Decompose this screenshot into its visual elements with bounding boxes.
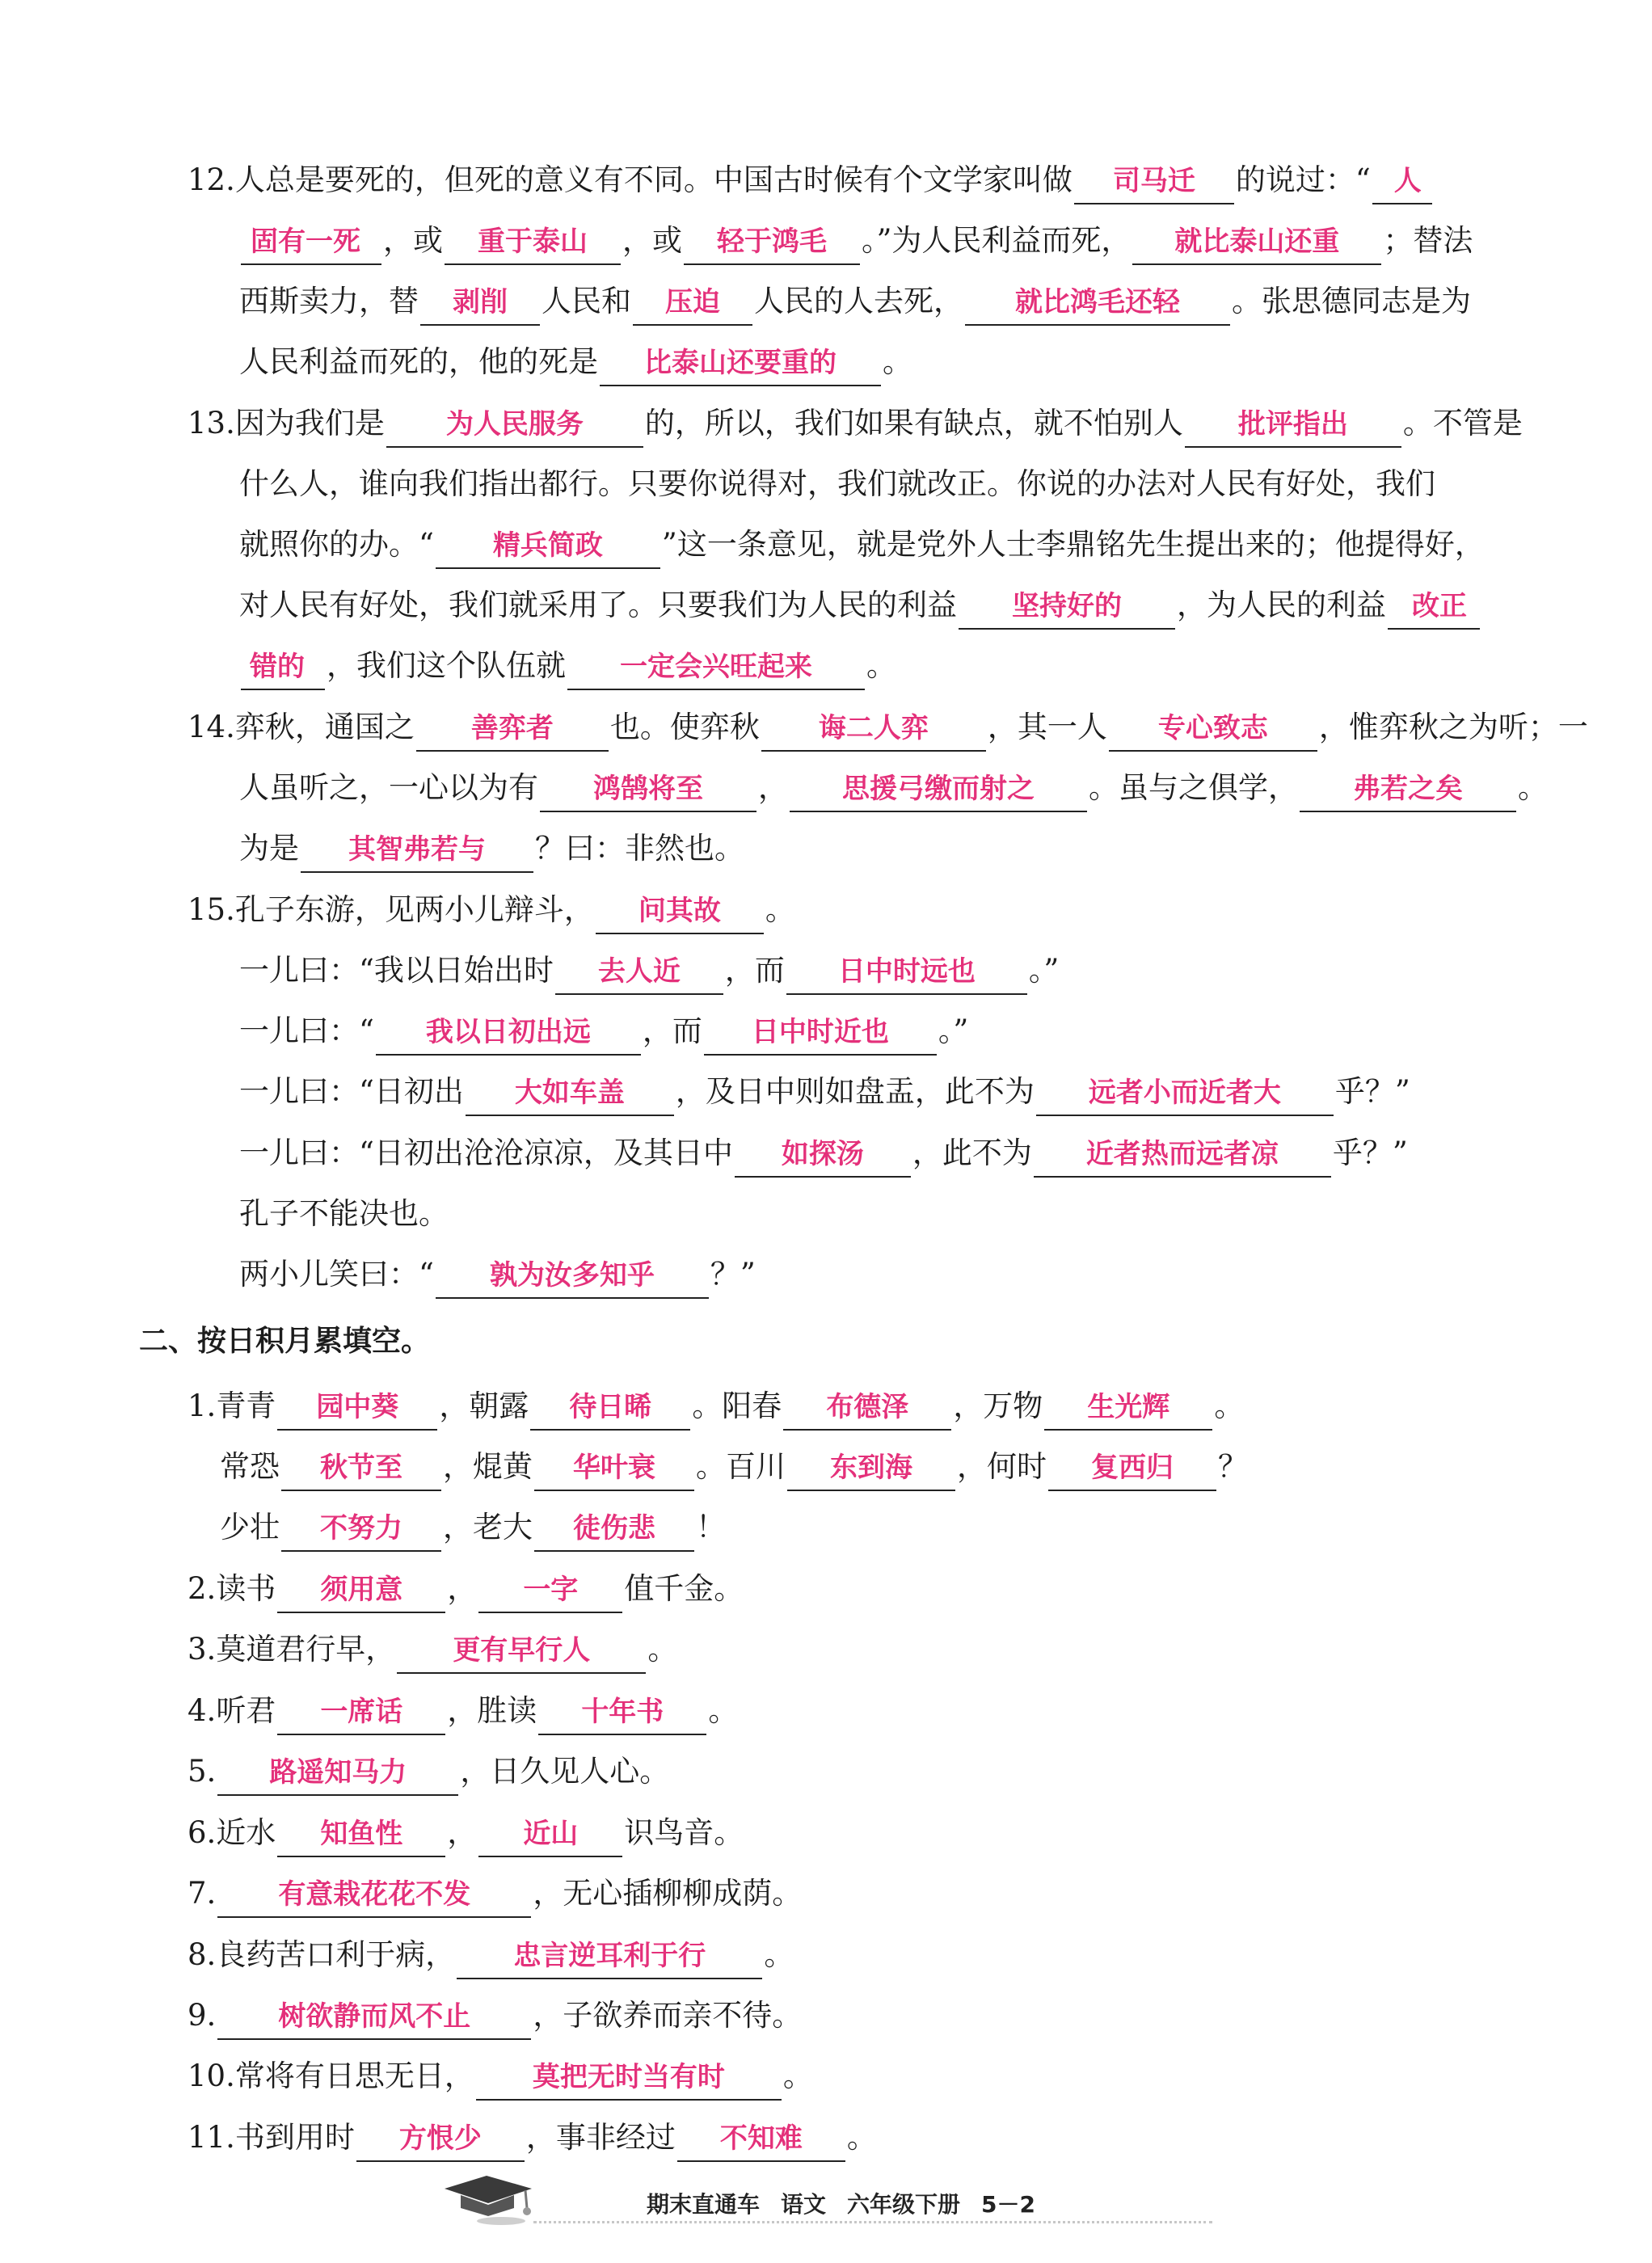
question-number: 13. bbox=[188, 406, 235, 440]
answer-blank: 如探汤 bbox=[735, 1132, 911, 1178]
answer-blank: 改正 bbox=[1388, 584, 1480, 630]
question-text: 。阳春 bbox=[692, 1389, 782, 1423]
answer-blank: 错的 bbox=[241, 645, 325, 690]
question-text: ，我们这个队伍就 bbox=[327, 648, 566, 683]
answer-blank: 专心致志 bbox=[1109, 706, 1317, 752]
question-text: 人民和 bbox=[542, 284, 631, 318]
question-text: 因为我们是 bbox=[234, 406, 385, 440]
answer-blank: 日中时远也 bbox=[786, 950, 1027, 995]
footer-subject: 语文 bbox=[781, 2191, 827, 2218]
question-text: ，为人民的利益 bbox=[1177, 588, 1386, 622]
question-number: 10. bbox=[188, 2059, 235, 2093]
question-text: 的说过：“ bbox=[1235, 162, 1371, 197]
footer-divider bbox=[533, 2221, 1212, 2223]
question-text: 就照你的办。“ bbox=[239, 527, 434, 562]
answer-blank: 司马迁 bbox=[1074, 159, 1234, 204]
answer-blank: 忠言逆耳利于行 bbox=[457, 1934, 762, 1979]
question-number: 11. bbox=[188, 2120, 235, 2155]
question-text: 也。使弈秋 bbox=[609, 710, 760, 744]
question-number: 2. bbox=[188, 1571, 217, 1606]
question-text: 。” bbox=[938, 1014, 969, 1048]
answer-blank: 生光辉 bbox=[1044, 1385, 1212, 1431]
s4-line bbox=[188, 1687, 738, 1735]
answer-blank: 近山 bbox=[478, 1812, 622, 1857]
q14-line-2 bbox=[239, 764, 1548, 812]
footer-page: 5－2 bbox=[981, 2191, 1036, 2218]
question-text: 弈秋，通国之 bbox=[234, 710, 415, 744]
answer-blank: 就比鸿毛还轻 bbox=[965, 280, 1230, 326]
question-text: 。 bbox=[765, 892, 795, 927]
answer-blank: 轻于鸿毛 bbox=[684, 220, 860, 265]
s1-line-1 bbox=[188, 1382, 1244, 1431]
answer-blank: 一字 bbox=[478, 1568, 622, 1613]
question-text: ，万物 bbox=[953, 1389, 1043, 1423]
answer-blank: 更有早行人 bbox=[397, 1629, 646, 1674]
footer-text bbox=[647, 2187, 1056, 2219]
answer-blank: 莫把无时当有时 bbox=[476, 2055, 782, 2101]
question-text: 。张思德同志是为 bbox=[1232, 284, 1471, 318]
question-text: 人总是要死的，但死的意义有不同。中国古时候有个文学家叫做 bbox=[234, 162, 1073, 197]
answer-blank: 重于泰山 bbox=[445, 220, 621, 265]
question-text: 。 bbox=[883, 344, 912, 379]
answer-blank: 徒伤悲 bbox=[534, 1507, 694, 1552]
q12-line-3 bbox=[239, 277, 1471, 326]
q13-line-1 bbox=[188, 399, 1523, 448]
answer-blank: 批评指出 bbox=[1185, 402, 1401, 448]
s10-line bbox=[188, 2052, 813, 2101]
question-number: 14. bbox=[188, 710, 235, 744]
answer-blank: 一定会兴旺起来 bbox=[567, 645, 865, 690]
question-text: 人民利益而死的，他的死是 bbox=[239, 344, 598, 379]
question-text: 一儿曰：“日初出沧沧凉凉，及其日中 bbox=[239, 1136, 733, 1170]
answer-blank: 大如车盖 bbox=[466, 1071, 674, 1116]
answer-blank: 路遥知马力 bbox=[217, 1751, 458, 1796]
answer-blank: 方恨少 bbox=[356, 2117, 525, 2162]
q12-line-2 bbox=[239, 217, 1473, 265]
question-text: 。不管是 bbox=[1402, 406, 1523, 440]
answer-blank: 就比泰山还重 bbox=[1132, 220, 1381, 265]
q14-line-1 bbox=[188, 703, 1588, 752]
question-text: 识鸟音。 bbox=[624, 1815, 744, 1850]
question-text: 一儿曰：“我以日始出时 bbox=[239, 953, 554, 988]
question-text: ，焜黄 bbox=[443, 1449, 533, 1484]
question-text: 人虽听之，一心以为有 bbox=[239, 770, 538, 805]
question-number: 12. bbox=[188, 162, 235, 197]
answer-blank: 知鱼性 bbox=[277, 1812, 445, 1857]
question-text: 少壮 bbox=[220, 1510, 280, 1544]
question-text: 对人民有好处，我们就采用了。只要我们为人民的利益 bbox=[239, 588, 957, 622]
answer-blank: 十年书 bbox=[538, 1690, 706, 1735]
q12-line-4 bbox=[239, 338, 912, 386]
question-text: 。百川 bbox=[696, 1449, 786, 1484]
s9-line bbox=[188, 1991, 802, 2040]
graduation-cap-icon bbox=[436, 2171, 542, 2227]
question-text: 。 bbox=[647, 1632, 678, 1667]
footer-grade: 六年级下册 bbox=[847, 2191, 961, 2218]
question-text: 。 bbox=[846, 2120, 877, 2155]
answer-blank: 近者热而远者凉 bbox=[1034, 1132, 1331, 1178]
answer-blank: 待日晞 bbox=[530, 1385, 690, 1431]
question-text: 乎？” bbox=[1332, 1136, 1408, 1170]
question-number: 6. bbox=[188, 1815, 217, 1850]
question-text: 孔子不能决也。 bbox=[239, 1196, 449, 1231]
question-text: ，或 bbox=[383, 223, 443, 258]
answer-blank: 压迫 bbox=[633, 280, 752, 326]
question-number: 15. bbox=[188, 892, 235, 927]
question-text: ，其一人 bbox=[987, 710, 1107, 744]
question-text: ，此不为 bbox=[912, 1136, 1032, 1170]
answer-blank: 华叶衰 bbox=[534, 1446, 694, 1491]
question-text: 常恐 bbox=[220, 1449, 280, 1484]
s1-line-2 bbox=[220, 1443, 1248, 1491]
question-text: 。” bbox=[1028, 953, 1060, 988]
answer-blank: 秋节至 bbox=[281, 1446, 441, 1491]
question-text: ，朝露 bbox=[439, 1389, 529, 1423]
question-text: ，胜读 bbox=[447, 1693, 537, 1728]
answer-blank: 为人民服务 bbox=[386, 402, 643, 448]
question-text: 书到用时 bbox=[234, 2120, 355, 2155]
question-text: 。 bbox=[1214, 1389, 1245, 1423]
question-text: 。 bbox=[866, 648, 896, 683]
question-text: 读书 bbox=[216, 1571, 276, 1606]
s2-line bbox=[188, 1565, 744, 1613]
question-text: 孔子东游，见两小儿辩斗， bbox=[234, 892, 594, 927]
question-text: 人民的人去死， bbox=[754, 284, 963, 318]
answer-blank: 布德泽 bbox=[783, 1385, 951, 1431]
q15-line-3 bbox=[239, 1007, 968, 1056]
question-text: 西斯卖力，替 bbox=[239, 284, 419, 318]
question-text: 两小儿笑曰：“ bbox=[239, 1257, 434, 1292]
answer-blank: 去人近 bbox=[555, 950, 723, 995]
q15-line-1 bbox=[188, 886, 795, 934]
s5-line bbox=[188, 1747, 669, 1796]
answer-blank: 坚持好的 bbox=[959, 584, 1175, 630]
question-text: ”这一条意见，就是党外人士李鼎铭先生提出来的；他提得好， bbox=[661, 527, 1485, 562]
answer-blank: 固有一死 bbox=[241, 220, 381, 265]
question-text: ？曰：非然也。 bbox=[535, 831, 744, 866]
question-text: 听君 bbox=[216, 1693, 276, 1728]
question-text: ，日久见人心。 bbox=[460, 1754, 670, 1789]
answer-blank: 东到海 bbox=[787, 1446, 955, 1491]
question-text: 。 bbox=[782, 2059, 813, 2093]
q15-line-6 bbox=[239, 1190, 449, 1238]
question-text: ， bbox=[758, 770, 788, 805]
question-text: ， bbox=[447, 1815, 478, 1850]
question-text: ，无心插柳柳成荫。 bbox=[533, 1876, 803, 1911]
question-text: 值千金。 bbox=[624, 1571, 744, 1606]
answer-blank: 诲二人弈 bbox=[761, 706, 986, 752]
question-text: ，或 bbox=[622, 223, 682, 258]
answer-blank: 一席话 bbox=[277, 1690, 445, 1735]
s11-line bbox=[188, 2113, 877, 2162]
answer-blank: 剥削 bbox=[420, 280, 540, 326]
question-number: 4. bbox=[188, 1693, 217, 1728]
q14-line-3 bbox=[239, 824, 744, 873]
q15-line-7 bbox=[239, 1250, 756, 1299]
question-text: ，何时 bbox=[957, 1449, 1047, 1484]
section-heading: 二、按日积月累填空。 bbox=[139, 1325, 431, 1358]
question-text: ，子欲养而亲不待。 bbox=[533, 1998, 803, 2033]
s8-line bbox=[188, 1931, 794, 1979]
question-text: 。虽与之俱学， bbox=[1089, 770, 1298, 805]
question-text: 乎？” bbox=[1334, 1074, 1410, 1109]
answer-blank: 须用意 bbox=[277, 1568, 445, 1613]
question-number: 5. bbox=[188, 1754, 217, 1789]
q15-line-4 bbox=[239, 1068, 1410, 1116]
question-number: 7. bbox=[188, 1876, 217, 1911]
answer-blank: 我以日初出远 bbox=[376, 1010, 641, 1056]
question-text: 的，所以，我们如果有缺点，就不怕别人 bbox=[644, 406, 1183, 440]
q13-line-3 bbox=[239, 520, 1485, 569]
q15-line-5 bbox=[239, 1129, 1408, 1178]
answer-blank: 其智弗若与 bbox=[301, 828, 533, 873]
s7-line bbox=[188, 1869, 802, 1918]
answer-blank: 园中葵 bbox=[277, 1385, 437, 1431]
question-text: 莫道君行早， bbox=[216, 1632, 396, 1667]
answer-blank: 日中时近也 bbox=[704, 1010, 937, 1056]
question-text: 常将有日思无日， bbox=[234, 2059, 474, 2093]
question-text: ？ bbox=[1218, 1449, 1248, 1484]
question-number: 3. bbox=[188, 1632, 217, 1667]
answer-blank: 弗若之矣 bbox=[1300, 767, 1516, 812]
question-text: ？” bbox=[710, 1257, 756, 1292]
q13-line-2 bbox=[239, 460, 1435, 508]
question-text: ，及日中则如盘盂，此不为 bbox=[675, 1074, 1035, 1109]
answer-blank: 远者小而近者大 bbox=[1036, 1071, 1334, 1116]
question-text: ， bbox=[447, 1571, 478, 1606]
answer-blank: 不知难 bbox=[677, 2117, 845, 2162]
footer-title: 期末直通车 bbox=[647, 2191, 761, 2218]
answer-blank: 问其故 bbox=[596, 889, 764, 934]
question-text: ，惟弈秋之为听；一 bbox=[1318, 710, 1588, 744]
answer-blank: 复西归 bbox=[1048, 1446, 1216, 1491]
question-text: ，而 bbox=[642, 1014, 702, 1048]
question-text: 。 bbox=[764, 1937, 794, 1972]
s1-line-3 bbox=[220, 1503, 726, 1552]
q13-line-5 bbox=[239, 642, 896, 690]
question-text: ，事非经过 bbox=[525, 2120, 676, 2155]
answer-blank: 树欲静而风不止 bbox=[217, 1995, 531, 2040]
q13-line-4 bbox=[239, 581, 1481, 630]
question-text: ！ bbox=[696, 1510, 726, 1544]
question-text: 为是 bbox=[239, 831, 299, 866]
question-text: 什么人，谁向我们指出都行。只要你说得对，我们就改正。你说的办法对人民有好处，我们 bbox=[239, 466, 1435, 501]
s6-line bbox=[188, 1809, 744, 1857]
page-footer bbox=[436, 2182, 1212, 2231]
question-text: 。”为人民利益而死， bbox=[862, 223, 1132, 258]
question-text: 。 bbox=[1518, 770, 1548, 805]
question-text: ；替法 bbox=[1383, 223, 1473, 258]
question-text: 一儿曰：“日初出 bbox=[239, 1074, 464, 1109]
answer-blank: 不努力 bbox=[281, 1507, 441, 1552]
answer-blank: 鸿鹄将至 bbox=[540, 767, 756, 812]
answer-blank: 孰为汝多知乎 bbox=[436, 1254, 709, 1299]
question-text: 青青 bbox=[216, 1389, 276, 1423]
question-text: ，老大 bbox=[443, 1510, 533, 1544]
question-text: ，而 bbox=[724, 953, 785, 988]
answer-blank: 比泰山还要重的 bbox=[600, 341, 881, 386]
s3-line bbox=[188, 1625, 677, 1674]
question-number: 8. bbox=[188, 1937, 217, 1972]
question-text: 近水 bbox=[216, 1815, 276, 1850]
question-text: 良药苦口利于病， bbox=[216, 1937, 456, 1972]
answer-blank: 思援弓缴而射之 bbox=[790, 767, 1087, 812]
answer-blank: 人 bbox=[1372, 159, 1432, 204]
q15-line-2 bbox=[239, 946, 1059, 995]
answer-blank: 有意栽花花不发 bbox=[217, 1873, 531, 1918]
q12-line-1 bbox=[188, 156, 1434, 204]
answer-blank: 善弈者 bbox=[416, 706, 609, 752]
question-number: 1. bbox=[188, 1389, 217, 1423]
answer-blank: 精兵简政 bbox=[436, 524, 660, 569]
question-text: 。 bbox=[708, 1693, 739, 1728]
question-number: 9. bbox=[188, 1998, 217, 2033]
question-text: 一儿曰：“ bbox=[239, 1014, 374, 1048]
